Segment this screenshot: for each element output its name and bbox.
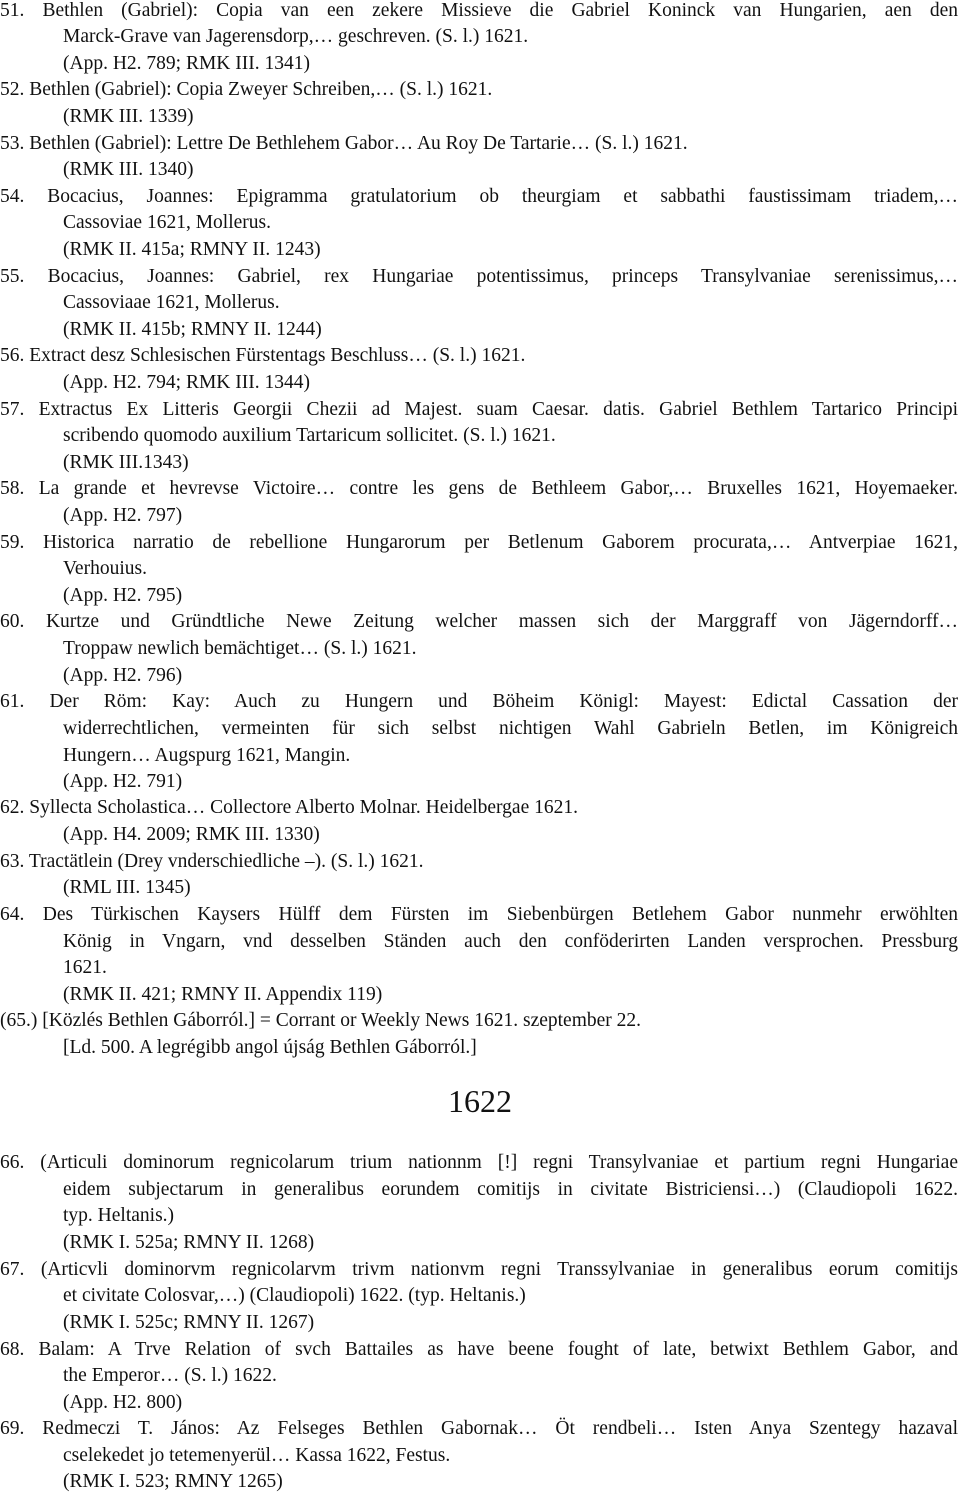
text-line: 57. Extractus Ex Litteris Georgii Chezii ad Majest. suam Caesar. datis. Gabriel Bethlem Tartarico Principi (0, 399, 958, 420)
text-line: 55. Bocacius, Joannes: Gabriel, rex Hungariae potentissimus, princeps Transylvaniae serenissimus,… (0, 266, 958, 287)
text-line: typ. Heltanis.) (63, 1205, 175, 1226)
text-line: 69. Redmeczi T. János: Az Felseges Bethlen Gabornak… Öt rendbeli… Isten Anya Szentegy hazaval (0, 1418, 958, 1439)
text-line: et civitate Colosvar,…) (Claudiopoli) 1622. (typ. Heltanis.) (63, 1285, 526, 1306)
text-line: cselekedet jo tetemenyerül… Kassa 1622, Festus. (63, 1445, 451, 1466)
text-line: (RMK II. 415a; RMNY II. 1243) (63, 239, 321, 260)
text-line: (App. H2. 795) (63, 585, 183, 606)
text-line: (RMK II. 415b; RMNY II. 1244) (63, 319, 322, 340)
text-line: (App. H2. 797) (63, 505, 183, 526)
text-line: eidem subjectarum in generalibus eorundem comitijs in civitate Bistriciensi…) (Claudiopoli 1622. (63, 1179, 958, 1200)
text-line: Cassoviae 1621, Mollerus. (63, 212, 271, 233)
text-line: 62. Syllecta Scholastica… Collectore Alberto Molnar. Heidelbergae 1621. (0, 797, 578, 818)
text-line: Verhouius. (63, 558, 147, 579)
text-line: (RMK I. 525a; RMNY II. 1268) (63, 1232, 315, 1253)
text-line: Troppaw newlich bemächtiget… (S. l.) 1621. (63, 638, 417, 659)
year-heading: 1622 (448, 1083, 512, 1119)
text-line: widerrechtlichen, vermeinten für sich selbst nichtigen Wahl Gabrieln Betlen, im Königreich (63, 718, 958, 739)
text-line: 58. La grande et hevrevse Victoire… contre les gens de Bethleem Gabor,… Bruxelles 1621, Hoyemaeker. (0, 478, 958, 499)
text-line: (65.) [Közlés Bethlen Gáborról.] = Corrant or Weekly News 1621. szeptember 22. (0, 1010, 642, 1031)
text-line: 66. (Articuli dominorum regnicolarum trium nationnm [!] regni Transylvaniae et partium regni Hungariae (0, 1152, 958, 1173)
text-line: 59. Historica narratio de rebellione Hungarorum per Betlenum Gaborem procurata,… Antverpiae 1621, (0, 532, 958, 553)
text-line: (RMK III. 1340) (63, 159, 194, 180)
text-line: (App. H2. 800) (63, 1392, 183, 1413)
text-line: (RMK III.1343) (63, 452, 189, 473)
text-line: 61. Der Röm: Kay: Auch zu Hungern und Böheim Königl: Mayest: Edictal Cassation der (0, 691, 958, 712)
text-line: (RMK III. 1339) (63, 106, 194, 127)
text-line: König in Vngarn, vnd desselben Ständen auch den conföderirten Landen versprochen. Pressburg (63, 931, 958, 952)
text-line: Marck-Grave van Jagerensdorp,… geschreven. (S. l.) 1621. (63, 26, 529, 47)
text-line: 1621. (63, 957, 107, 978)
text-line: 51. Bethlen (Gabriel): Copia van een zekere Missieve die Gabriel Koninck van Hungarien, aen den (0, 0, 958, 21)
text-line: (RMK II. 421; RMNY II. Appendix 119) (63, 984, 383, 1005)
text-line: Hungern… Augspurg 1621, Mangin. (63, 745, 351, 766)
text-line: 54. Bocacius, Joannes: Epigramma gratulatorium ob theurgiam et sabbathi faustissimam triadem,… (0, 186, 958, 207)
text-line: 56. Extract desz Schlesischen Fürstentags Beschluss… (S. l.) 1621. (0, 345, 526, 366)
text-line: [Ld. 500. A legrégibb angol újság Bethlen Gáborról.] (63, 1037, 477, 1058)
text-line: (App. H2. 796) (63, 665, 183, 686)
text-line: Cassoviaae 1621, Mollerus. (63, 292, 280, 313)
text-line: 63. Tractätlein (Drey vnderschiedliche –). (S. l.) 1621. (0, 851, 424, 872)
text-line: (App. H2. 791) (63, 771, 183, 792)
text-line: (RMK I. 523; RMNY 1265) (63, 1471, 283, 1492)
text-line: 64. Des Türkischen Kaysers Hülff dem Fürsten im Siebenbürgen Betlehem Gabor nunmehr erwöhlten (0, 904, 958, 925)
text-line: (App. H2. 789; RMK III. 1341) (63, 53, 310, 74)
text-line: scribendo quomodo auxilium Tartaricum sollicitet. (S. l.) 1621. (63, 425, 556, 446)
text-line: (RMK I. 525c; RMNY II. 1267) (63, 1312, 315, 1333)
text-line: (App. H4. 2009; RMK III. 1330) (63, 824, 320, 845)
text-line: (App. H2. 794; RMK III. 1344) (63, 372, 310, 393)
text-line: 53. Bethlen (Gabriel): Lettre De Bethlehem Gabor… Au Roy De Tartarie… (S. l.) 1621. (0, 133, 688, 154)
text-line: the Emperor… (S. l.) 1622. (63, 1365, 277, 1386)
text-line: 60. Kurtze und Gründtliche Newe Zeitung welcher massen sich der Marggraff von Jägerndorff… (0, 611, 958, 632)
text-line: (RML III. 1345) (63, 877, 191, 898)
text-line: 67. (Articvli dominorvm regnicolarvm trivm nationvm regni Transsylvaniae in generalibus eorum comitijs (0, 1259, 958, 1280)
text-line: 52. Bethlen (Gabriel): Copia Zweyer Schreiben,… (S. l.) 1621. (0, 79, 493, 100)
text-line: 68. Balam: A Trve Relation of svch Battailes as have beene fought of late, betwixt Bethlem Gabor, and (0, 1339, 958, 1360)
